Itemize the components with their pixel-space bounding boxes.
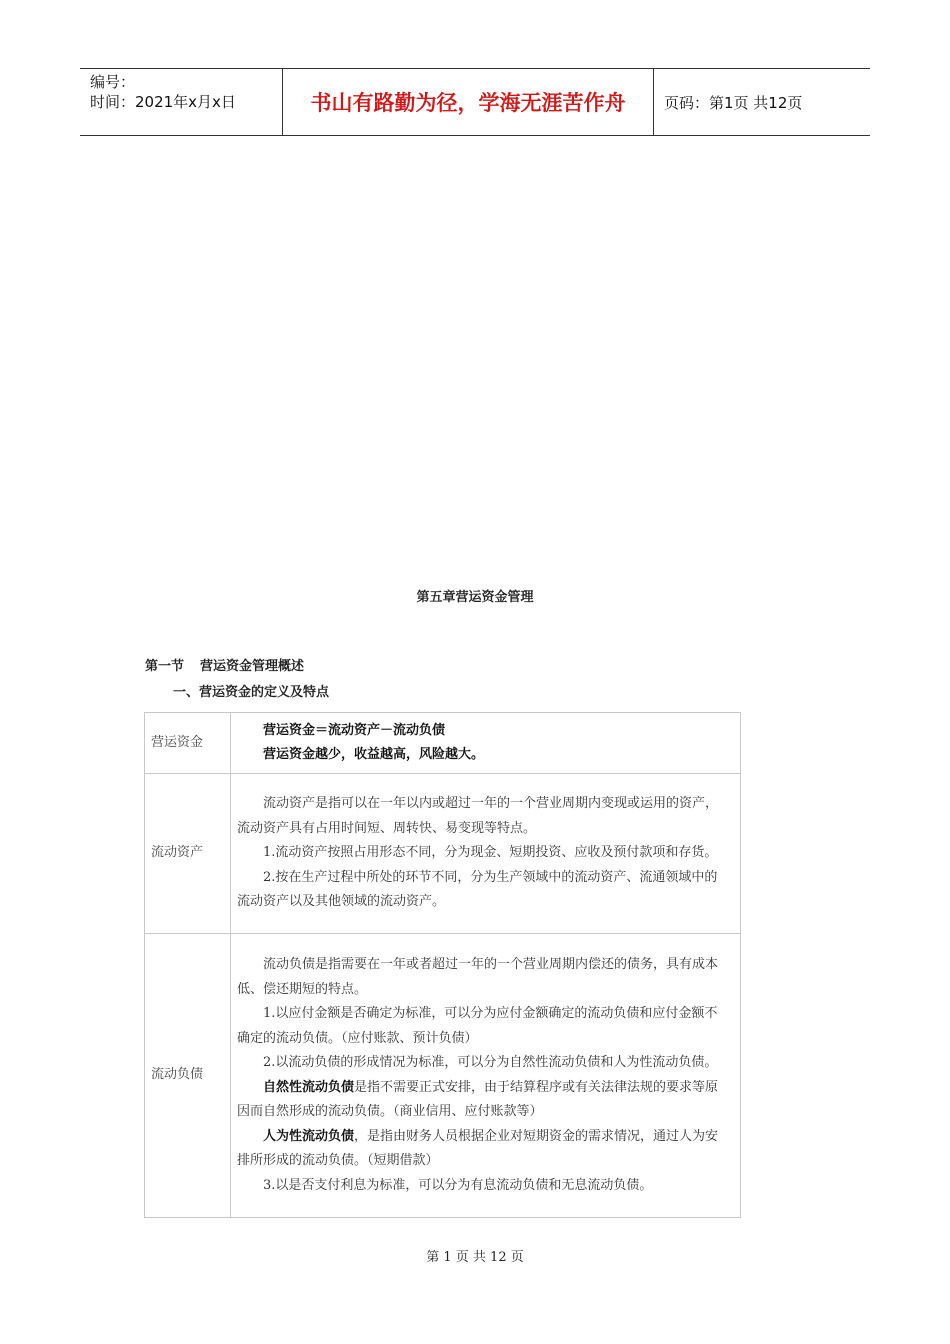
row-content-current-liabilities	[231, 934, 741, 1218]
page-footer: 第 1 页 共 12 页	[426, 1250, 524, 1265]
section-heading	[145, 655, 304, 674]
row-content-working-capital	[231, 713, 741, 774]
header-number: 编号：	[90, 73, 136, 91]
discretionary-liabilities-text: ，是指由财务人员根据企业对短期资金的需求情况，通过人为安排所形成的流动负债。（短期借款）	[237, 1128, 719, 1168]
working-capital-formula: 营运资金＝流动资产－流动负债	[263, 722, 446, 738]
table-row	[145, 934, 741, 1218]
current-liabilities-definition: 流动负债是指需要在一年或者超过一年的一个营业周期内偿还的债务，具有成本低、偿还期短的特点。	[237, 957, 719, 997]
section-title: 营运资金管理概述	[200, 659, 305, 674]
discretionary-liabilities-term: 人为性流动负债	[263, 1128, 355, 1144]
table-row	[145, 713, 741, 774]
current-liabilities-point-1: 1.以应付金额是否确定为标准，可以分为应付金额确定的流动负债和应付金额不确定的流动负债。（应付账款、预计负债）	[237, 1006, 718, 1046]
discretionary-liabilities-paragraph	[237, 1125, 724, 1174]
current-assets-definition: 流动资产是指可以在一年以内或超过一年的一个营业周期内变现或运用的资产，流动资产具有占用时间短、周转快、易变现等特点。	[237, 796, 719, 836]
chapter-title: 第五章营运资金管理	[416, 590, 534, 605]
spontaneous-liabilities-text: 是指不需要正式安排，由于结算程序或有关法律法规的要求等原因而自然形成的流动负债。（商业信用、应付账款等）	[237, 1079, 719, 1119]
current-assets-point-1: 1.流动资产按照占用形态不同，分为现金、短期投资、应收及预付款项和存货。	[263, 845, 718, 861]
row-label-current-assets: 流动资产	[145, 774, 231, 934]
header-time: 时间：2021年x月x日	[90, 93, 236, 111]
row-content-current-assets	[231, 774, 741, 934]
header-meta	[80, 69, 282, 135]
section-number: 第一节	[145, 659, 185, 674]
current-liabilities-point-3: 3.以是否支付利息为标准，可以分为有息流动负债和无息流动负债。	[263, 1177, 653, 1193]
row-label-current-liabilities: 流动负债	[145, 934, 231, 1218]
working-capital-note: 营运资金越少，收益越高，风险越大。	[263, 747, 485, 762]
current-assets-point-2: 2.按在生产过程中所处的环节不同，分为生产领域中的流动资产、流通领域中的流动资产以及其他领域的流动资产。	[237, 869, 718, 910]
header-page-info: 页码：第1页 共12页	[664, 93, 803, 112]
spontaneous-liabilities-term: 自然性流动负债	[263, 1079, 355, 1095]
subsection-heading: 一、营运资金的定义及特点	[173, 685, 330, 700]
current-liabilities-point-2: 2.以流动负债的形成情况为标准，可以分为自然性流动负债和人为性流动负债。	[263, 1055, 718, 1070]
spontaneous-liabilities-paragraph	[237, 1076, 724, 1125]
table-row	[145, 774, 741, 934]
header-motto: 书山有路勤为径，学海无涯苦作舟	[282, 69, 654, 135]
definition-table	[144, 712, 741, 1218]
row-label-working-capital: 营运资金	[145, 713, 231, 774]
page-header	[80, 68, 870, 136]
